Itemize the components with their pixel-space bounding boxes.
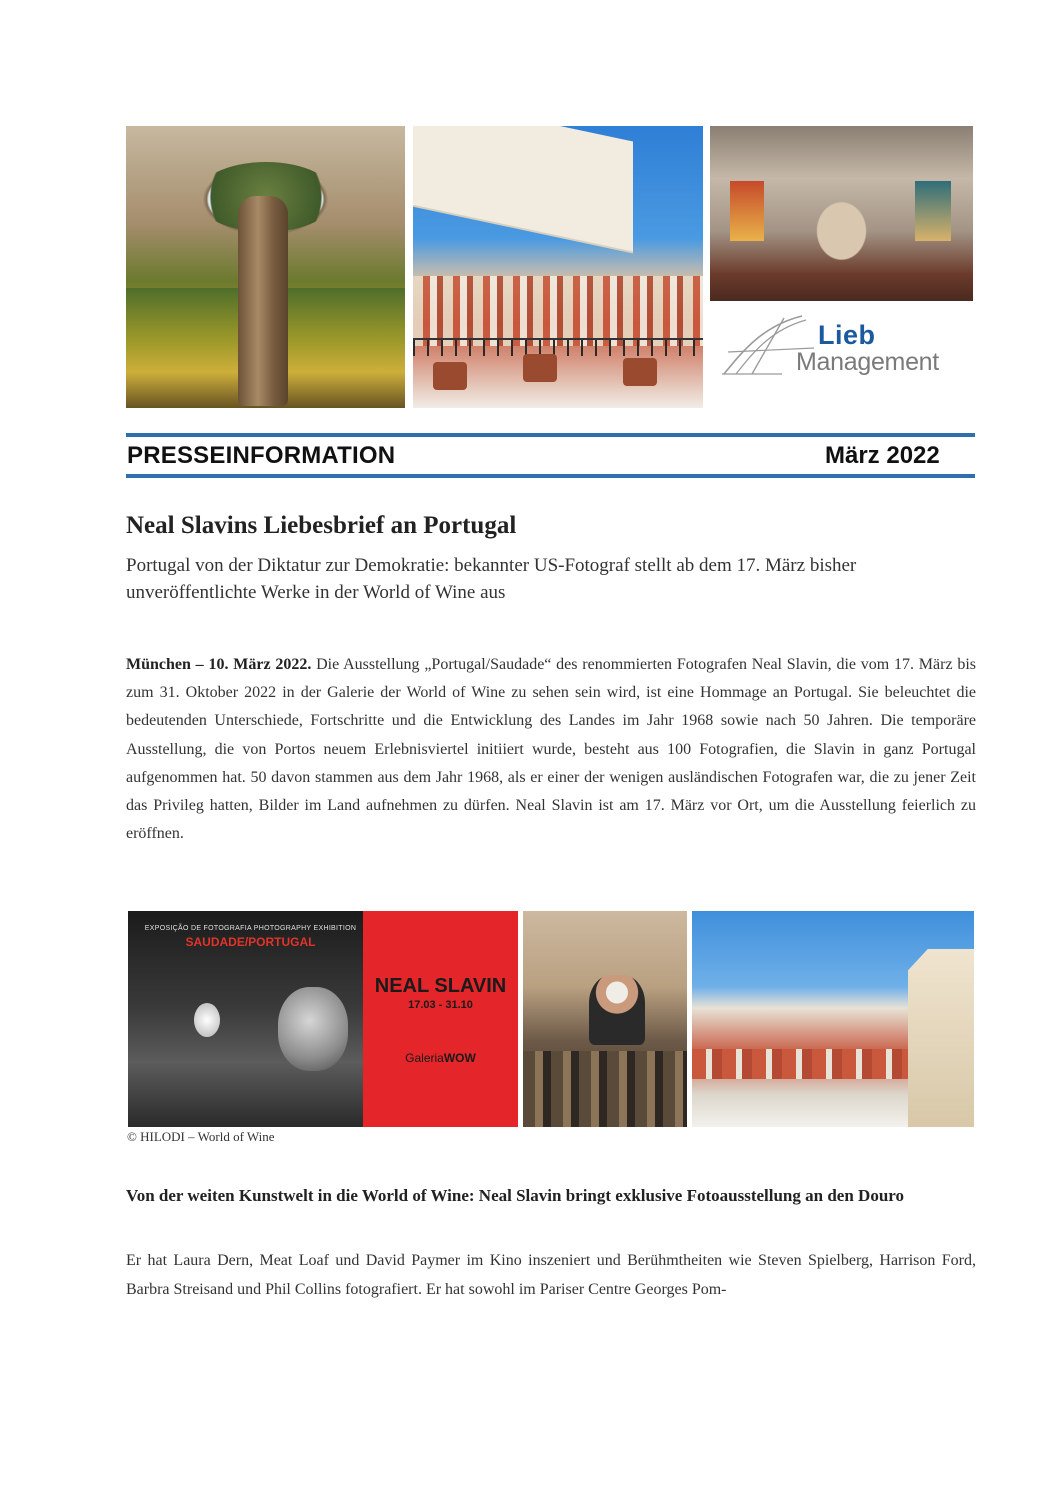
lead-paragraph xyxy=(126,651,976,848)
porto-panorama-photo xyxy=(692,911,974,1127)
poster-dates: 17.03 - 31.10 xyxy=(408,999,473,1011)
lead-text: Die Ausstellung „Portugal/Saudade“ des renommierten Fotografen Neal Slavin, die vom 17. März bis zum 31. Oktober 2022 in der Galerie der World of Wine zu sehen sein wird, ist eine Hommage an Portugal. Sie beleuchtet die bedeutenden Unterschiede, Fortschritte und die Entwicklung des Landes im Jahr 1968 sowie nach 50 Jahren. Die temporäre Ausstellung, die von Portos neuem Erlebnisviertel initiiert wurde, besteht aus 100 Fotografien, die Slavin in ganz Portugal aufgenommen hat. 50 davon stammen aus dem Jahr 1968, als er einer der wenigen ausländischen Fotografen war, die zu jener Zeit das Privileg hatten, Bilder im Land aufnehmen zu dürfen. Neal Slavin ist am 17. März vor Ort, um die Ausstellung feierlich zu eröffnen. xyxy=(126,656,976,843)
photo-credit: © HILODI – World of Wine xyxy=(127,1129,275,1144)
lieb-management-logo xyxy=(722,312,972,382)
lead-dateline: München – 10. März 2022. xyxy=(126,656,312,673)
terrace-city-view-photo xyxy=(413,126,703,408)
header-rule-top xyxy=(126,433,975,437)
poster-kicker: EXPOSIÇÃO DE FOTOGRAFIA PHOTOGRAPHY EXHIBITION xyxy=(144,925,357,932)
header-rule-bottom xyxy=(126,474,975,478)
poster-title: SAUDADE/PORTUGAL xyxy=(185,935,316,949)
article-subtitle: Portugal von der Diktatur zur Demokratie: bekannter US-Fotograf stellt ab dem 17. März bisher unveröffentlichte Werke in der World of Wine aus xyxy=(126,555,857,603)
poster-artist: NEAL SLAVIN xyxy=(374,975,507,997)
press-info-date: März 2022 xyxy=(825,442,940,469)
exhibition-poster-red xyxy=(363,911,518,1127)
poster-gallery xyxy=(363,1051,518,1065)
logo-word-lieb: Lieb xyxy=(818,320,876,350)
section-heading: Von der weiten Kunstwelt in die World of Wine: Neal Slavin bringt exklusive Fotoausstellung an den Douro xyxy=(126,1186,905,1205)
wine-cellar-gallery-photo xyxy=(710,126,973,301)
photographer-studio-photo xyxy=(523,911,687,1127)
logo-word-management: Management xyxy=(796,348,939,376)
article-headline: Neal Slavins Liebesbrief an Portugal xyxy=(126,512,517,539)
poster-gallery-prefix: Galeria xyxy=(405,1051,444,1065)
press-info-label: PRESSEINFORMATION xyxy=(127,442,396,469)
section-body: Er hat Laura Dern, Meat Loaf und David Paymer im Kino inszeniert und Berühmtheiten wie Steven Spielberg, Harrison Ford, Barbra Streisand und Phil Collins fotografiert. Er hat sowohl im Pariser Centre Georges Pom- xyxy=(126,1252,976,1298)
poster-gallery-name: WOW xyxy=(443,1051,476,1065)
tree-exhibition-photo xyxy=(126,126,405,408)
exhibition-poster-bw xyxy=(128,911,363,1127)
